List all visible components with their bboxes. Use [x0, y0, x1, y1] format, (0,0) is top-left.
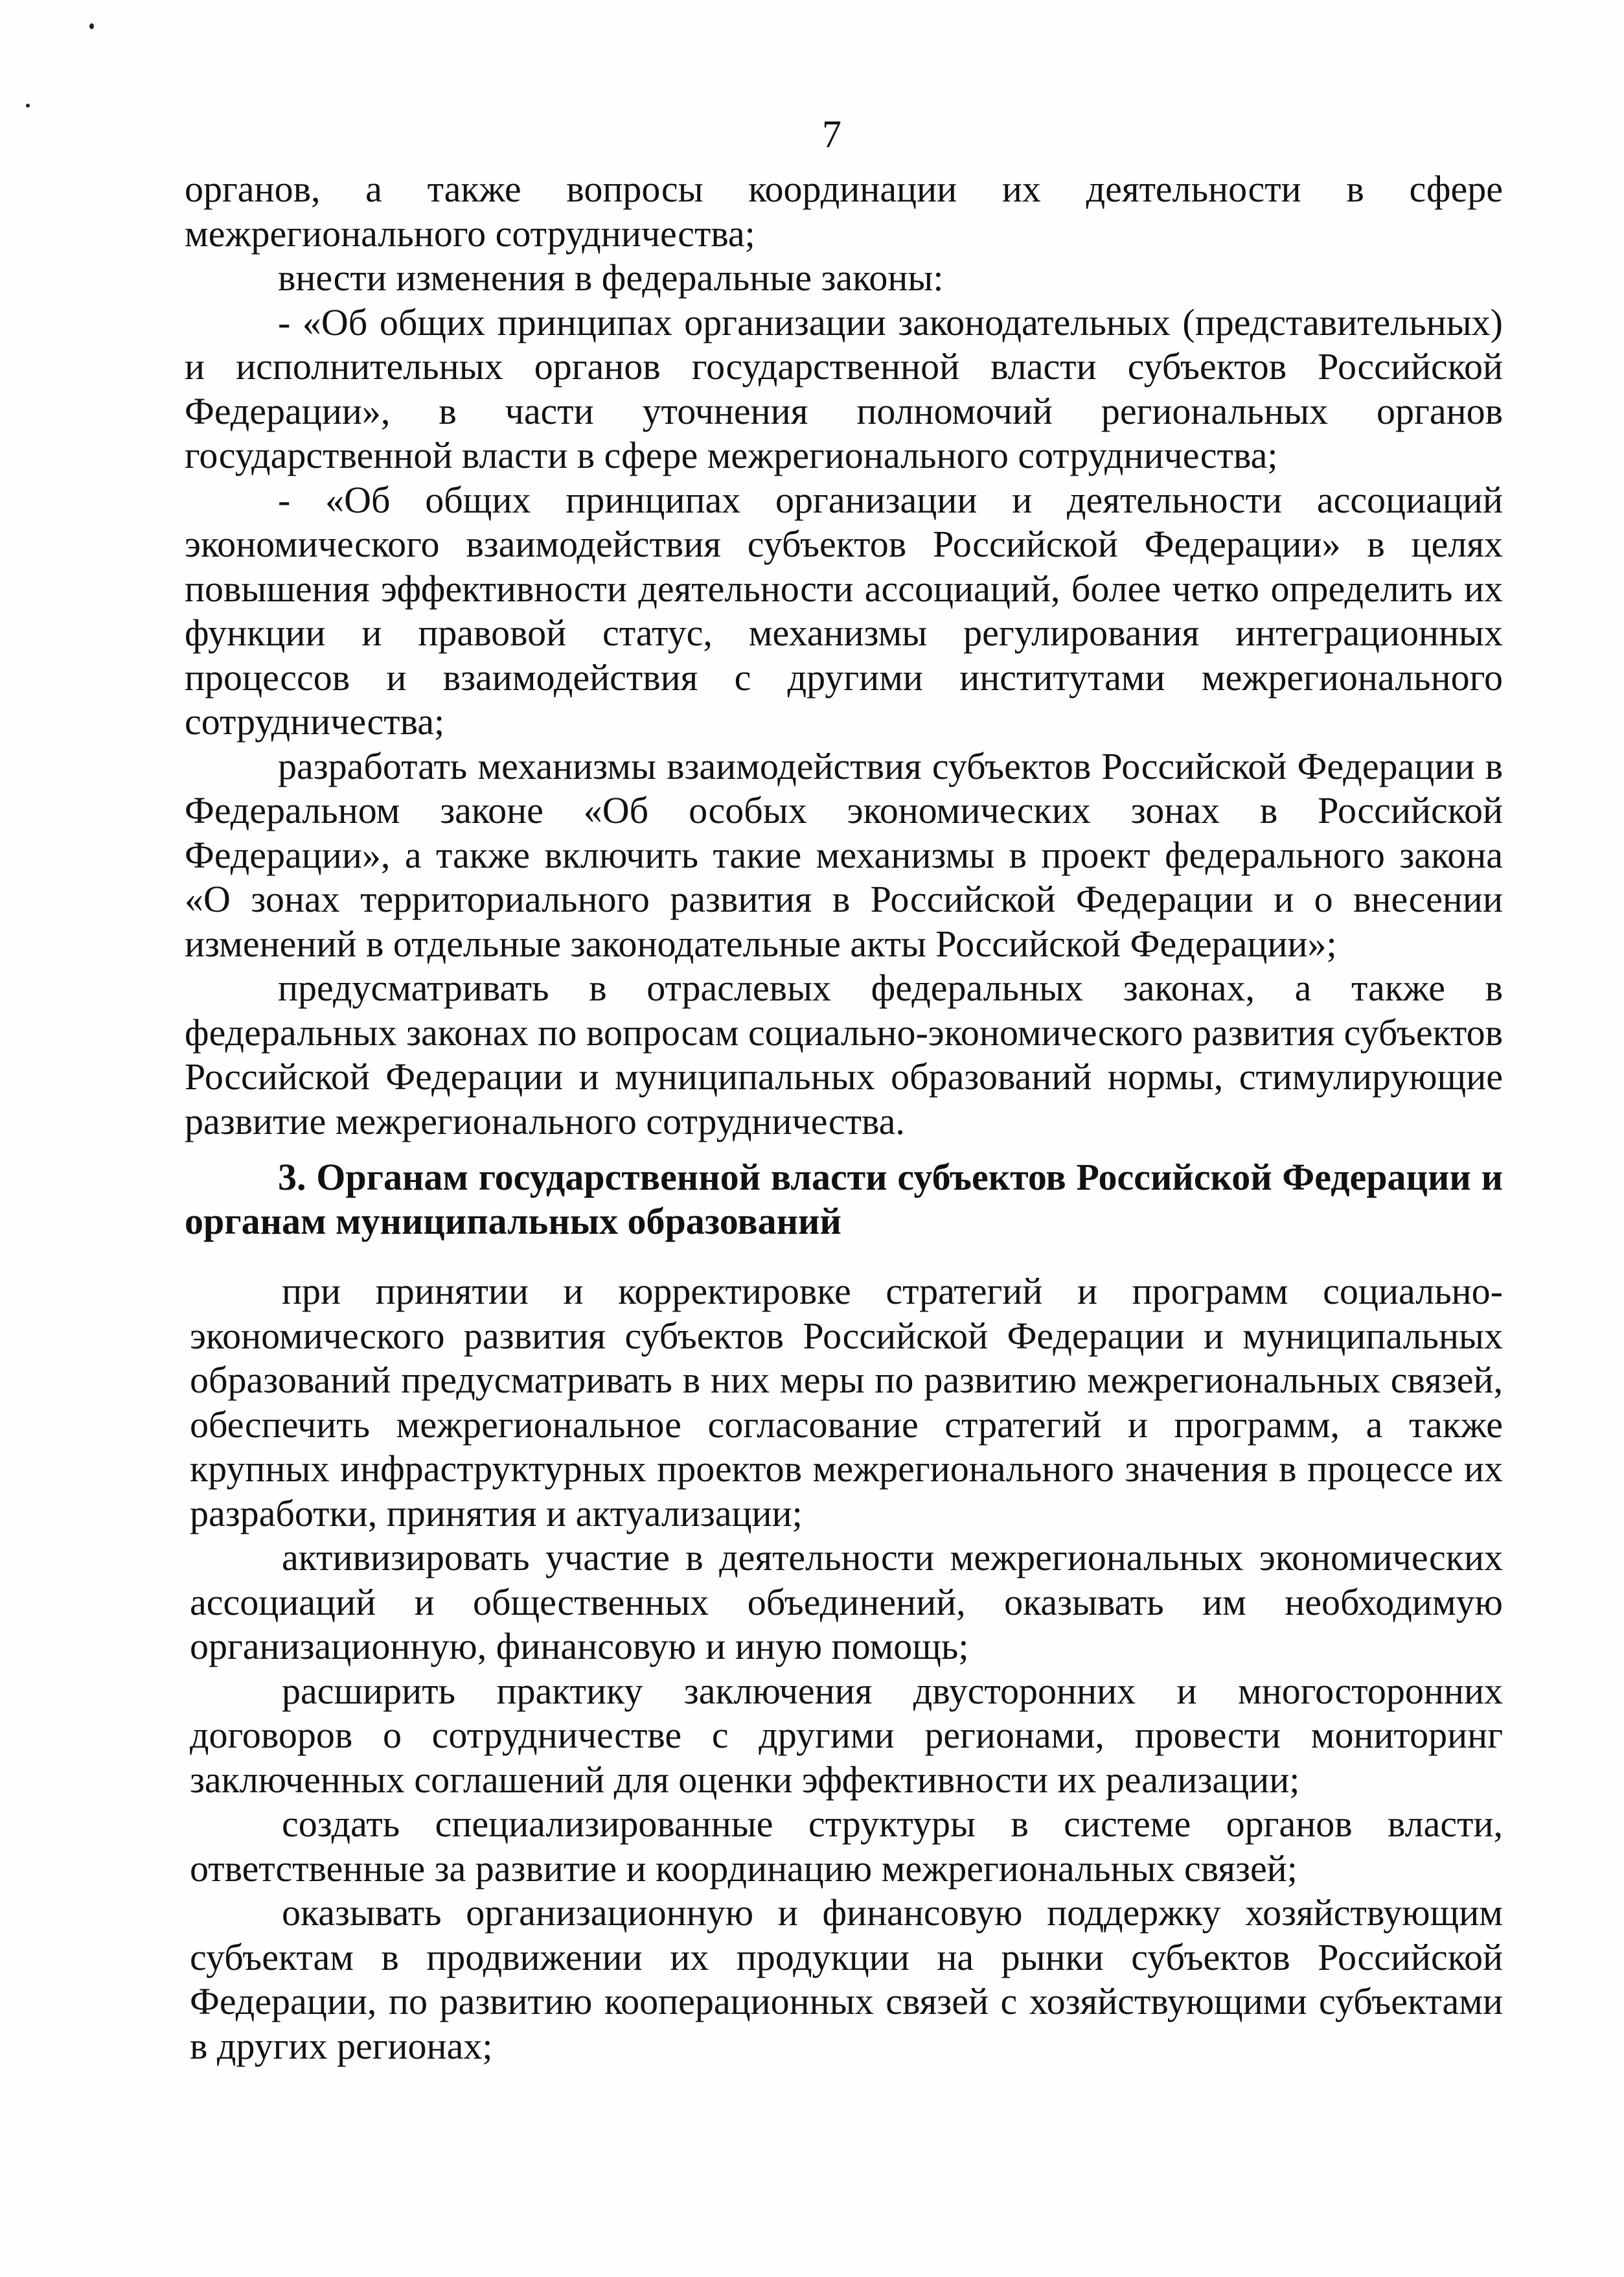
paragraph-continuation: органов, а также вопросы координации их деятельности в сфере межрегионального сотрудничества;: [185, 168, 1503, 255]
section-body: [190, 1269, 1503, 2068]
document-body: [185, 167, 1503, 2068]
scan-speck: [26, 104, 30, 108]
paragraph-structures: создать специализированные структуры в системе органов власти, ответственные за развитие и координацию межрегиональных связей;: [190, 1803, 1503, 1890]
scan-speck: [89, 23, 94, 29]
paragraph-support: оказывать организационную и финансовую поддержку хозяйствующим субъектам в продвижении их продукции на рынки субъектов Российской Федерации, по развитию кооперационных связей с хозяйствующими субъектами в других регионах;: [190, 1891, 1503, 2067]
section-heading: 3. Органам государственной власти субъектов Российской Федерации и органам муниципальных образований: [185, 1156, 1503, 1242]
paragraph-associations: активизировать участие в деятельности межрегиональных экономических ассоциаций и общественных объединений, оказывать им необходимую организационную, финансовую и иную помощь;: [190, 1536, 1503, 1667]
paragraph-provide-norms: предусматривать в отраслевых федеральных законах, а также в федеральных законах по вопросам социально-экономического развития субъектов Российской Федерации и муниципальных образований нормы, стимулирующие развитие межрегионального сотрудничества.: [185, 967, 1503, 1142]
paragraph-amend-laws: внести изменения в федеральные законы:: [278, 257, 944, 299]
paragraph-develop-mechanisms: разработать механизмы взаимодействия субъектов Российской Федерации в Федеральном законе «Об особых экономических зонах в Российской Федерации», а также включить такие механизмы в проект федерального закона «О зонах территориального развития в Российской Федерации и о внесении изменений в отдельные законодательные акты Российской Федерации»;: [185, 745, 1503, 965]
page-number: 7: [822, 113, 841, 156]
paragraph-agreements: расширить практику заключения двусторонних и многосторонних договоров о сотрудничестве с другими регионами, провести мониторинг заключенных соглашений для оценки эффективности их реализации;: [190, 1669, 1503, 1801]
list-item-law-2: - «Об общих принципах организации и деятельности ассоциаций экономического взаимодействия субъектов Российской Федерации» в целях повышения эффективности деятельности ассоциаций, более четко определить их функции и правовой статус, механизмы регулирования интеграционных процессов и взаимодействия с другими институтами межрегионального сотрудничества;: [185, 478, 1503, 743]
list-item-law-1: - «Об общих принципах организации законодательных (представительных) и исполнительных органов государственной власти субъектов Российской Федерации», в части уточнения полномочий региональных органов государственной власти в сфере межрегионального сотрудничества;: [185, 301, 1503, 476]
paragraph-strategies: при принятии и корректировке стратегий и программ социально-экономического развития субъектов Российской Федерации и муниципальных образований предусматривать в них меры по развитию межрегиональных связей, обеспечить межрегиональное согласование стратегий и программ, а также крупных инфраструктурных проектов межрегионального значения в процессе их разработки, принятия и актуализации;: [190, 1270, 1503, 1534]
